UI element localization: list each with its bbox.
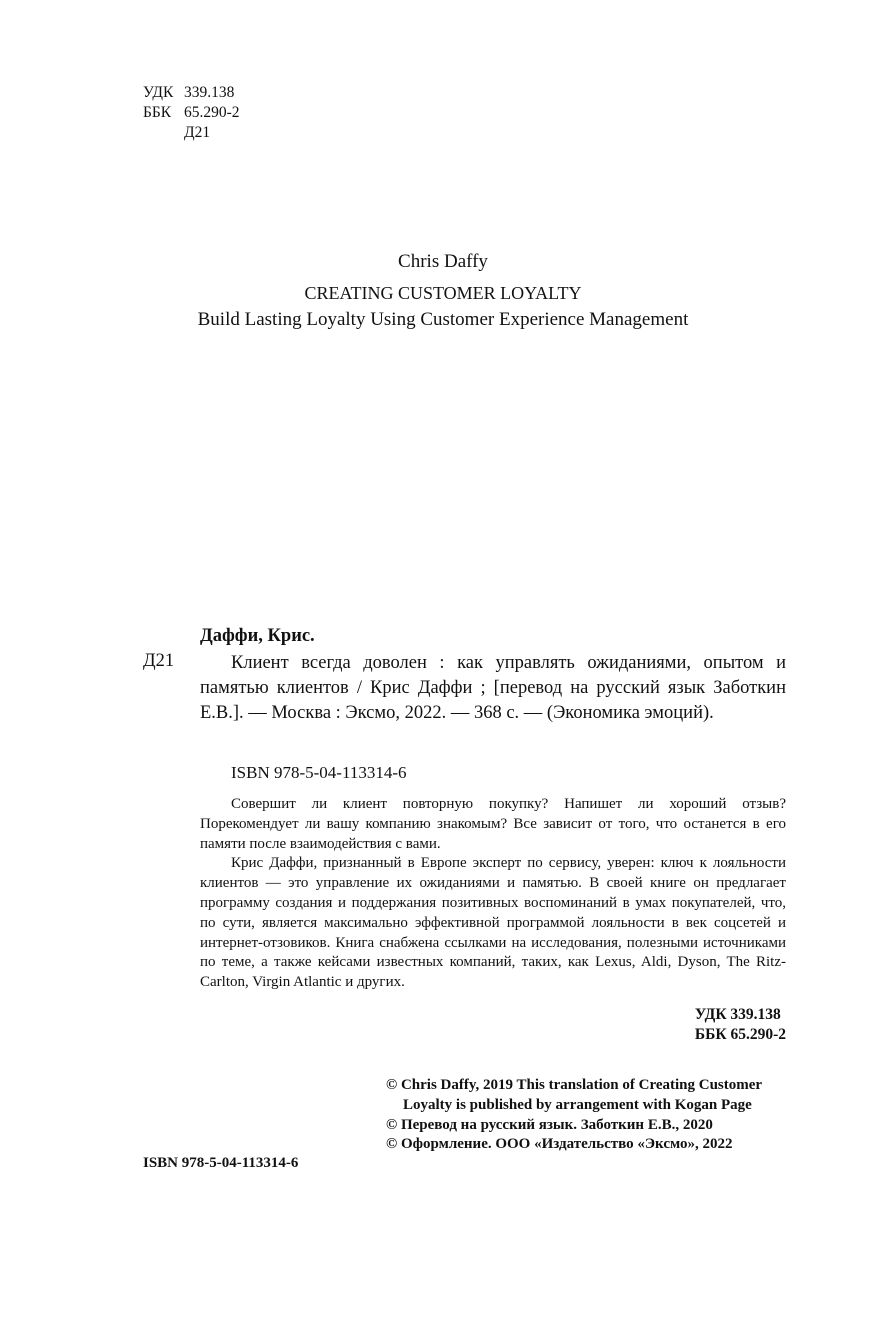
header-classification-codes <box>143 83 240 143</box>
author-mark: Д21 <box>184 124 211 141</box>
author-mark-row <box>143 123 240 143</box>
annotation <box>200 795 786 993</box>
original-title: CREATING CUSTOMER LOYALTY <box>304 283 582 303</box>
copyright-design: © Оформление. ООО «Издательство «Эксмо», 2022 <box>386 1136 733 1153</box>
bbk-label: ББК <box>143 104 172 121</box>
catalog-author-heading: Даффи, Крис. <box>200 626 315 646</box>
udk-label: УДК <box>143 84 174 101</box>
original-author: Chris Daffy <box>398 251 488 272</box>
bbk-value: 65.290-2 <box>184 104 240 121</box>
catalog-isbn: ISBN 978-5-04-113314-6 <box>231 763 407 782</box>
udk-code: УДК 339.138 <box>694 1006 781 1023</box>
copyright-original: © Chris Daffy, 2019 This translation of Creating Customer Loyalty is published by arrangement with Kogan Page <box>386 1077 762 1113</box>
bbk-row <box>143 103 240 123</box>
annotation-paragraph-2: Крис Даффи, признанный в Европе эксперт по сервису, уверен: ключ к лояльности клиентов — это управление их ожиданиями и памятью. В своей книге он предлагает программу создания и поддержания позитивных воспоминаний в умах покупателей, что, по сути, является максимально эффективной программой лояльности в век соцсетей и интернет-отзовиков. Книга снабжена ссылками на исследования, полезными источниками по теме, а также кейсами известных компаний, таких, как Lexus, Aldi, Dyson, The Ritz-Carlton, Virgin Atlantic и других. <box>200 855 786 991</box>
copyright-translation: © Перевод на русский язык. Заботкин Е.В., 2020 <box>386 1116 713 1133</box>
classification-codes-right <box>695 1005 786 1045</box>
udk-row <box>143 83 240 103</box>
catalog-description: Клиент всегда доволен : как управлять ожиданиями, опытом и памятью клиентов / Крис Даффи ; [перевод на русский язык Заботкин Е.В.]. — Москва : Эксмо, 2022. — 368 с. — (Экономика эмоций). <box>200 653 786 723</box>
bbk-code: ББК 65.290-2 <box>694 1026 786 1043</box>
copyright-block <box>386 1076 790 1155</box>
udk-value: 339.138 <box>184 84 235 101</box>
footer-isbn: ISBN 978-5-04-113314-6 <box>143 1155 299 1171</box>
catalog-author-mark: Д21 <box>143 651 175 671</box>
original-subtitle: Build Lasting Loyalty Using Customer Experience Management <box>197 309 689 330</box>
annotation-paragraph-1: Совершит ли клиент повторную покупку? Напишет ли хороший отзыв? Порекомендует ли вашу компанию знакомым? Все зависит от того, что останется в его памяти после взаимодействия с вами. <box>200 796 786 852</box>
